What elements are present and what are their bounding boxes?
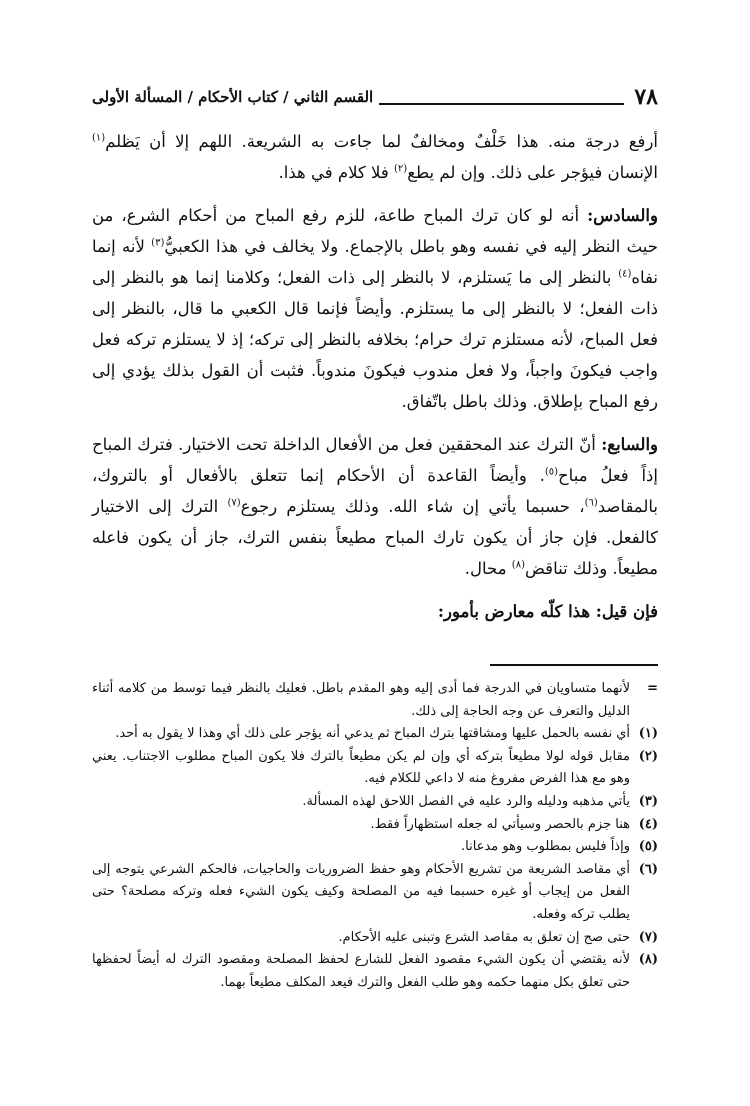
footnote-mark: (٥) — [638, 839, 658, 855]
footnote-mark: (٣) — [638, 793, 658, 809]
footnote-text: أي مقاصد الشريعة من تشريع الأحكام وهو حفظ الضروريات والحاجيات، فالحكم الشرعي يتوجه إلى الفعل من إيجاب أو غيره حسبما فيه من المصلحة وكيف يكون الشيء فعله وتركه مصلحة؟ حتى يطلب تركه وفعله. — [92, 861, 630, 922]
footnote-ref-8: (٨) — [511, 559, 525, 571]
text-run: أنه لو كان ترك المباح طاعة، للزم رفع المباح من أحكام الشرع، من حيث النظر إليه في نفسه وهو باطل بالإجماع. ولا يخالف في هذا الكعبيُّ — [92, 206, 658, 256]
footnote-mark: (٨) — [638, 952, 658, 968]
footnote-mark: (١) — [638, 726, 658, 742]
footnote-text: لأنه يقتضي أن يكون الشيء مقصود الفعل للشارع لحفظ المصلحة ومقصود الترك له أيضاً لحفظها حتى تعلق بكل منهما حكمه وهو طلب الفعل والترك فيعد المكلف مطيعاً بهما. — [92, 952, 630, 990]
paragraph-4: فإن قيل: هذا كلّه معارض بأمور: — [437, 602, 658, 621]
footnote-continuation — [92, 678, 658, 723]
text-run: أرفع درجة منه. هذا خَلْفٌ ومخالفٌ لما جاءت به الشريعة. اللهم إلا أن يَظلم — [105, 132, 658, 151]
text-run: الإنسان فيؤجر على ذلك. وإن لم يطع — [407, 163, 658, 182]
footnote-ref-7: (٧) — [227, 497, 241, 509]
footnote-text: هنا جزم بالحصر وسيأتي له جعله استظهاراً فقط. — [370, 816, 630, 832]
page-number: ٧٨ — [634, 84, 658, 110]
footnote-text: لأنهما متساويان في الدرجة فما أدى إليه وهو المقدم باطل. فعليك بالنظر فيما توسط من كلامه أثناء الدليل والتعرف عن وجه الحاجة إلى ذلك. — [92, 681, 630, 719]
text-run: . وأيضاً القاعدة أن الأحكام إنما تتعلق بالأفعال أو بالتروك، بالمقاصد — [92, 466, 658, 516]
footnote-ref-1: (١) — [92, 132, 106, 144]
paragraph-lead: والسادس: — [587, 206, 658, 225]
footnote-mark: (٧) — [638, 929, 658, 945]
paragraph-3 — [92, 429, 658, 584]
footnote-mark: (٤) — [638, 816, 658, 832]
footnote-text: حتى صح إن تعلق به مقاصد الشرع وتبنى عليه الأحكام. — [338, 929, 630, 945]
footnote-ref-6: (٦) — [584, 497, 598, 509]
footnotes — [92, 678, 658, 994]
footnote-mark: (٢) — [638, 748, 658, 764]
footnote-2 — [92, 746, 658, 791]
footnote-4 — [92, 814, 658, 837]
footnote-ref-2: (٢) — [394, 163, 408, 175]
footnote-ref-4: (٤) — [618, 268, 632, 280]
text-run: الترك إلى الاختيار كالفعل. فإن جاز أن يكون تارك المباح مطيعاً بنفس الترك، جاز أن يكون فاعله مطيعاً. وذلك تناقض — [92, 497, 658, 578]
text-run: بالنظر إلى ما يَستلزم، لا بالنظر إلى ذات الفعل؛ وكلامنا إنما هو بالنظر إلى ذات الفعل؛ لا بالنظر إلى ما يستلزم. وأيضاً فإنما قال الكعبي ما قال، بالنظر إلى فعل المباح، لأنه مستلزم ترك حرام؛ بخلافه بالنظر إلى تركه؛ إذ لا يستلزم تركه فعل واجب فيكونَ واجباً، ولا فعل مندوب فيكونَ مندوباً. فثبت أن القول بذلك يؤدي إلى رفع المباح بإطلاق. وذلك باطل باتّفاق. — [92, 268, 658, 411]
footnote-1 — [92, 723, 658, 746]
paragraph-2 — [92, 200, 658, 417]
header-rule — [379, 89, 624, 105]
text-run: محال. — [464, 559, 512, 578]
paragraph-lead: والسابع: — [601, 435, 658, 454]
footnote-3 — [92, 791, 658, 814]
footnote-ref-3: (٣) — [151, 237, 165, 249]
footnote-ref-5: (٥) — [544, 466, 559, 478]
footnote-6 — [92, 859, 658, 927]
page-header — [92, 80, 658, 114]
text-run: ، حسبما يأتي إن شاء الله. وذلك يستلزم رجوع — [240, 497, 585, 516]
paragraph-1 — [92, 126, 658, 188]
main-text — [92, 126, 658, 639]
footnote-text: يأتي مذهبه ودليله والرد عليه في الفصل اللاحق لهذه المسألة. — [302, 793, 630, 809]
footnote-8 — [92, 949, 658, 994]
text-run: لأنه إنما نفاه — [92, 237, 658, 287]
text-run: فلا كلام في هذا. — [278, 163, 395, 182]
footnote-text: مقابل قوله لولا مطيعاً بتركه أي وإن لم يكن مطيعاً بالترك فلا يكون المباح مطلوب الاجتناب. يعني وهو مع هذا الفرض مفروغ منه لا داعي للكلام فيه. — [92, 748, 630, 787]
footnote-7 — [92, 927, 658, 950]
footnote-separator — [490, 664, 658, 666]
footnote-text: وإذاً فليس بمطلوب وهو مدعانا. — [461, 839, 630, 855]
running-title: القسم الثاني / كتاب الأحكام / المسألة الأولى — [92, 88, 374, 106]
footnote-5 — [92, 836, 658, 859]
footnote-mark: = — [647, 681, 658, 696]
footnote-mark: (٦) — [638, 861, 658, 877]
footnote-text: أي نفسه بالحمل عليها ومشاقتها بترك المباح ثم يدعي أنه يؤجر على ذلك أي وهذا لا يقول به أحد. — [115, 726, 630, 742]
text-run: أنّ الترك عند المحققين فعل من الأفعال الداخلة تحت الاختيار. فترك المباح إذاً فعلُ مباح — [92, 435, 658, 485]
